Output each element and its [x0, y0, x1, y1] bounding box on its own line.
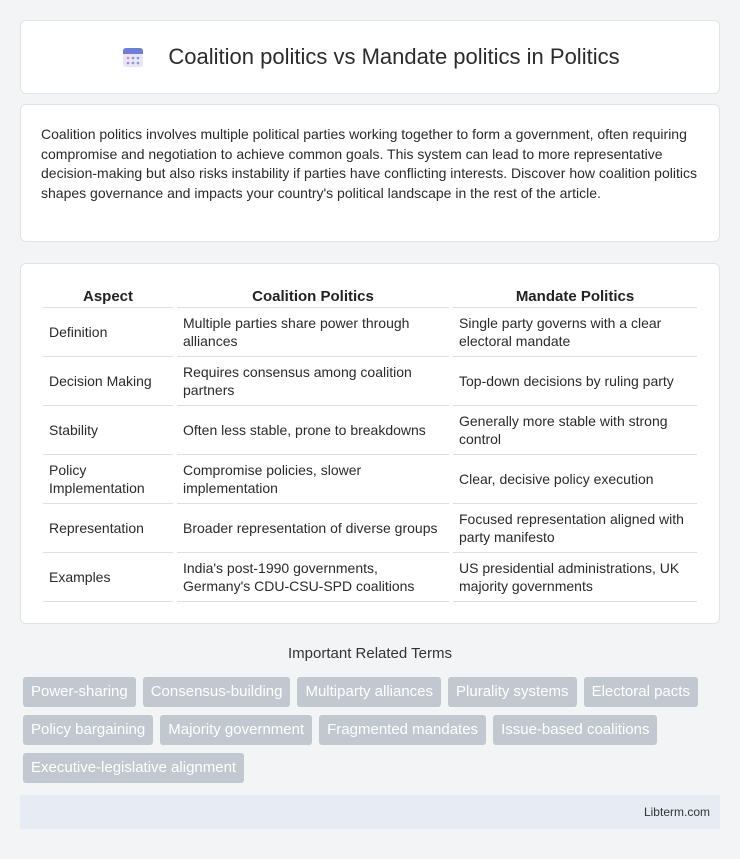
aspect-cell: Policy Implementation	[43, 455, 173, 504]
table-row	[43, 553, 697, 602]
mandate-cell: Single party governs with a clear electoral mandate	[453, 308, 697, 357]
comparison-card	[20, 263, 720, 624]
footer-site-link[interactable]: Libterm.com	[643, 805, 710, 819]
table-row	[43, 308, 697, 357]
comparison-table	[39, 282, 701, 602]
aspect-cell: Definition	[43, 308, 173, 357]
coalition-cell: Requires consensus among coalition partners	[177, 357, 449, 406]
intro-card	[20, 104, 720, 242]
mandate-cell: Clear, decisive policy execution	[453, 455, 697, 504]
related-term-tag[interactable]: Plurality systems	[448, 677, 577, 707]
related-terms-list	[23, 677, 723, 783]
column-header-aspect: Aspect	[43, 282, 173, 308]
table-row	[43, 406, 697, 455]
related-term-tag[interactable]: Fragmented mandates	[319, 715, 486, 745]
related-term-tag[interactable]: Executive-legislative alignment	[23, 753, 244, 783]
related-term-tag[interactable]: Power-sharing	[23, 677, 136, 707]
table-row	[43, 504, 697, 553]
related-term-tag[interactable]: Electoral pacts	[584, 677, 698, 707]
related-term-tag[interactable]: Policy bargaining	[23, 715, 153, 745]
coalition-cell: Compromise policies, slower implementation	[177, 455, 449, 504]
column-header-mandate: Mandate Politics	[453, 282, 697, 308]
calendar-icon	[120, 44, 146, 70]
table-row	[43, 455, 697, 504]
page-title: Coalition politics vs Mandate politics in Politics	[168, 44, 620, 69]
intro-paragraph: Coalition politics involves multiple political parties working together to form a government, often requiring compromise and negotiation to achieve common goals. This system can lead to more representative decision-making but also risks instability if parties have conflicting interests. Discover how coalition politics shapes governance and impacts your country's political landscape in the rest of the article.	[41, 126, 697, 201]
coalition-cell: India's post-1990 governments, Germany's CDU-CSU-SPD coalitions	[177, 553, 449, 602]
related-term-tag[interactable]: Majority government	[160, 715, 312, 745]
related-term-tag[interactable]: Consensus-building	[143, 677, 291, 707]
coalition-cell: Broader representation of diverse groups	[177, 504, 449, 553]
mandate-cell: US presidential administrations, UK majority governments	[453, 553, 697, 602]
table-header-row	[43, 282, 697, 308]
coalition-cell: Often less stable, prone to breakdowns	[177, 406, 449, 455]
column-header-coalition: Coalition Politics	[177, 282, 449, 308]
header-card	[20, 20, 720, 94]
related-terms-title: Important Related Terms	[288, 645, 452, 662]
coalition-cell: Multiple parties share power through alliances	[177, 308, 449, 357]
related-term-tag[interactable]: Issue-based coalitions	[493, 715, 657, 745]
mandate-cell: Top-down decisions by ruling party	[453, 357, 697, 406]
aspect-cell: Examples	[43, 553, 173, 602]
table-row	[43, 357, 697, 406]
aspect-cell: Representation	[43, 504, 173, 553]
mandate-cell: Focused representation aligned with party manifesto	[453, 504, 697, 553]
footer	[20, 795, 720, 829]
aspect-cell: Decision Making	[43, 357, 173, 406]
aspect-cell: Stability	[43, 406, 173, 455]
mandate-cell: Generally more stable with strong control	[453, 406, 697, 455]
related-term-tag[interactable]: Multiparty alliances	[297, 677, 441, 707]
